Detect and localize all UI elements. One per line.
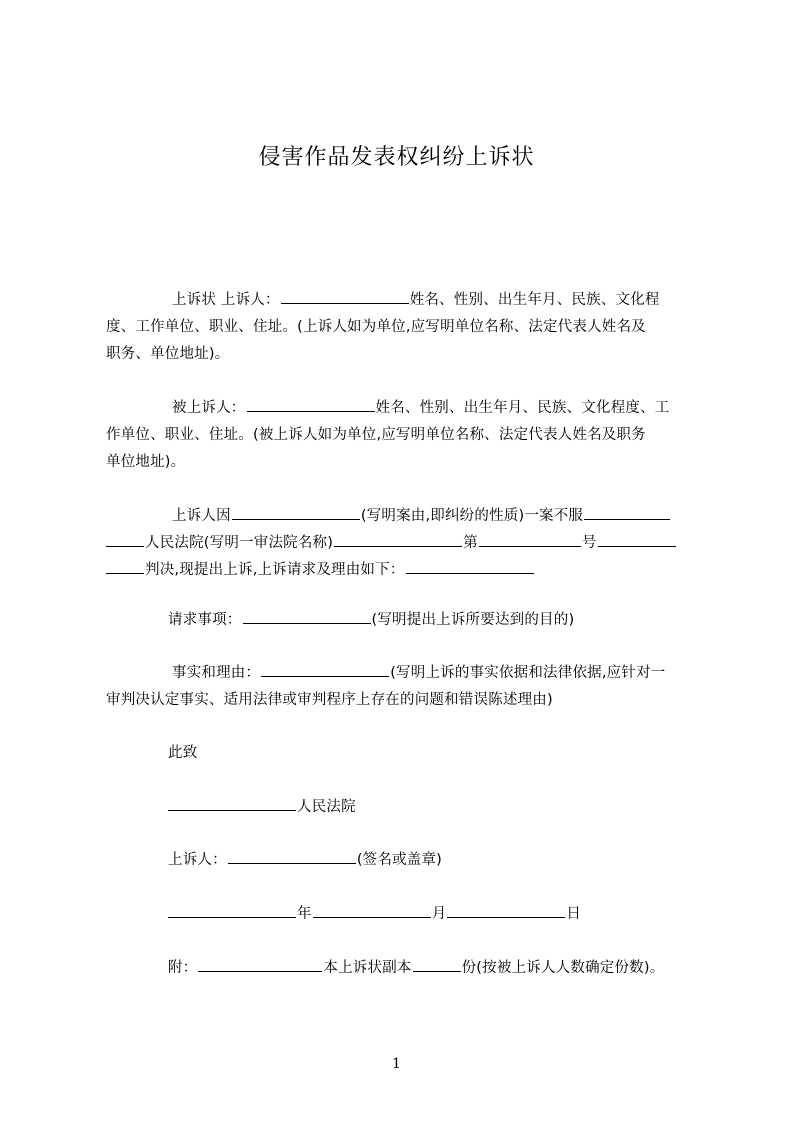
judgment-type-blank-1 <box>598 532 676 547</box>
appellant-paragraph <box>106 287 702 368</box>
case-di: 第 <box>463 535 478 551</box>
judgment-text: 判决,现提出上诉,上诉请求及理由如下： <box>145 562 405 578</box>
facts-blank <box>261 662 389 677</box>
case-number-blank <box>479 532 581 547</box>
appellant-desc-3: 职务、单位地址)。 <box>106 346 230 362</box>
court-line <box>168 794 356 821</box>
case-year-blank <box>334 532 462 547</box>
appellant-desc-2: 度、工作单位、职业、住址。(上诉人如为单位,应写明单位名称、法定代表人姓名及 <box>106 319 646 335</box>
attachment-lead: 附： <box>168 960 198 976</box>
appellant-lead: 上诉状 上诉人： <box>172 292 280 308</box>
attachment-line <box>168 955 664 982</box>
claims-line <box>168 607 574 634</box>
signature-note: (签名或盖章) <box>356 852 443 868</box>
attachment-blank <box>198 957 322 972</box>
appellee-lead: 被上诉人： <box>172 400 246 416</box>
salutation: 此致 <box>168 745 198 761</box>
appellee-paragraph <box>106 395 702 476</box>
cause-note: (写明案由,即纠纷的性质)一案不服 <box>360 508 584 524</box>
court-blank-1 <box>584 505 670 520</box>
signature-blank <box>228 849 356 864</box>
judgment-type-blank-2 <box>106 559 144 574</box>
reason-lead: 上诉人因 <box>172 508 231 524</box>
attachment-note: 份(按被上诉人人数确定份数)。 <box>461 960 665 976</box>
appellee-desc-2: 作单位、职业、住址。(被上诉人如为单位,应写明单位名称、法定代表人姓名及职务 <box>106 427 646 443</box>
appellee-desc-3: 单位地址)。 <box>106 454 186 470</box>
claims-note: (写明提出上诉所要达到的目的) <box>371 612 575 628</box>
signature-lead: 上诉人： <box>168 852 227 868</box>
court-label: 人民法院 <box>297 799 356 815</box>
court-note: 人民法院(写明一审法院名称) <box>145 535 334 551</box>
claims-lead: 请求事项： <box>168 612 242 628</box>
reason-blank <box>406 559 534 574</box>
facts-note-1: (写明上诉的事实依据和法律依据,应针对一 <box>390 665 666 681</box>
copies-count-blank <box>413 957 461 972</box>
month-blank <box>313 903 431 918</box>
appellee-name-blank <box>247 397 375 412</box>
reason-paragraph <box>106 503 702 584</box>
cause-blank <box>232 505 360 520</box>
year-label: 年 <box>297 906 312 922</box>
facts-paragraph <box>106 660 702 714</box>
facts-lead: 事实和理由： <box>172 665 261 681</box>
attachment-copies: 本上诉状副本 <box>323 960 412 976</box>
signature-line <box>168 847 442 874</box>
court-blank-2 <box>106 532 144 547</box>
month-label: 月 <box>431 906 447 922</box>
document-title: 侵害作品发表权纠纷上诉状 <box>258 145 535 170</box>
appellant-desc-1: 姓名、性别、出生年月、民族、文化程 <box>409 292 660 308</box>
day-label: 日 <box>566 906 582 922</box>
date-line <box>168 901 581 928</box>
year-blank <box>168 903 296 918</box>
page-number: 1 <box>392 1056 401 1072</box>
claims-blank <box>243 609 371 624</box>
appellant-name-blank <box>281 289 409 304</box>
day-blank <box>447 903 565 918</box>
appellee-desc-1: 姓名、性别、出生年月、民族、文化程度、工 <box>375 400 670 416</box>
facts-note-2: 审判决认定事实、适用法律或审判程序上存在的问题和错误陈述理由) <box>106 692 553 708</box>
court-name-blank <box>168 796 296 811</box>
case-hao: 号 <box>581 535 597 551</box>
